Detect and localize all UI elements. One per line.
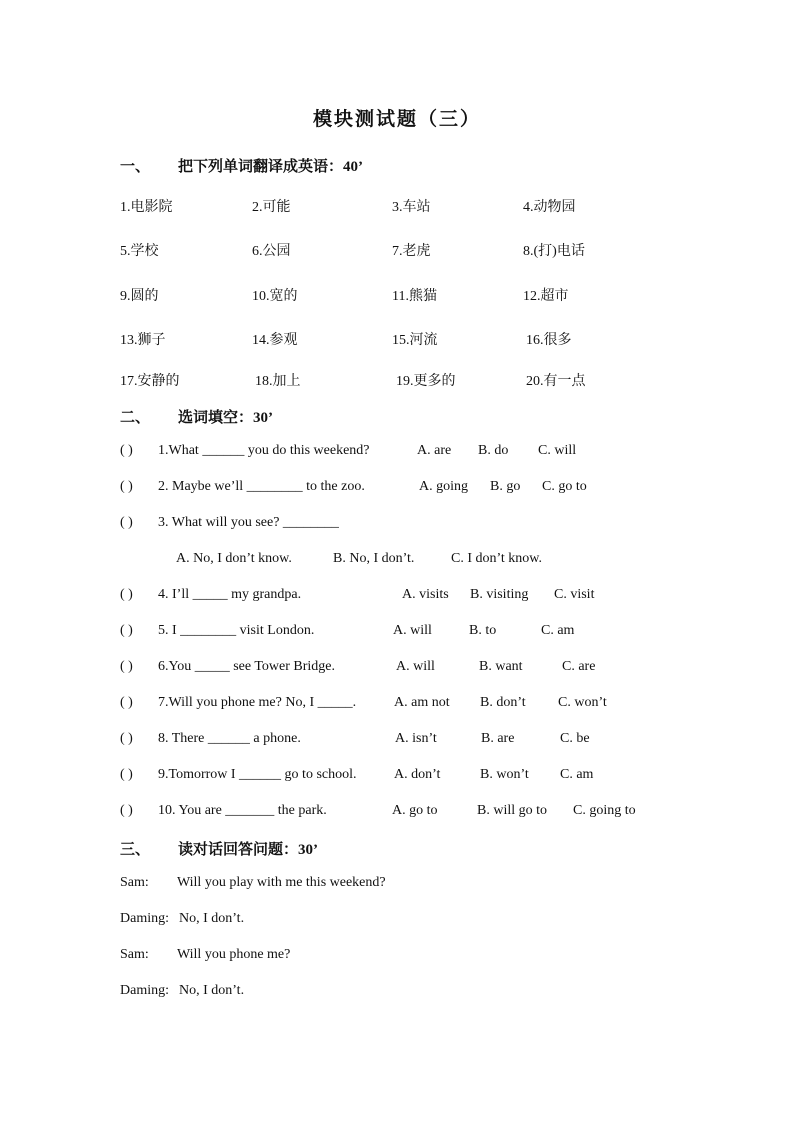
question-stem: 6.You _____ see Tower Bridge.: [158, 659, 335, 674]
utterance: No, I don’t.: [179, 911, 245, 926]
section-number: 二、: [120, 410, 151, 426]
option-b: B. will go to: [477, 803, 548, 818]
option-b: B. want: [479, 659, 523, 674]
option-a: A. isn’t: [395, 731, 437, 746]
answer-blank[interactable]: ( ): [120, 479, 133, 494]
page-title: 模块测试题（三）: [312, 109, 481, 130]
option-c: C. am: [541, 623, 575, 638]
option-c: C. will: [538, 443, 577, 458]
utterance: Will you play with me this weekend?: [177, 875, 386, 890]
vocab-item: 15.河流: [392, 333, 438, 348]
vocab-item: 12.超市: [523, 289, 569, 304]
question-stem: 8. There ______ a phone.: [158, 731, 301, 746]
option-a: A. go to: [392, 803, 438, 818]
vocab-item: 7.老虎: [392, 244, 431, 259]
answer-blank[interactable]: ( ): [120, 731, 133, 746]
question-stem: 4. I’ll _____ my grandpa.: [158, 587, 302, 602]
vocab-item: 16.很多: [526, 333, 572, 348]
option-a: A. am not: [394, 695, 450, 710]
vocab-item: 13.狮子: [120, 333, 166, 348]
option-a: A. visits: [402, 587, 449, 602]
section-number: 一、: [120, 159, 151, 175]
option-c: C. am: [560, 767, 594, 782]
section-3-heading: [120, 838, 318, 859]
question-stem: 3. What will you see? ________: [158, 515, 339, 530]
section-2-heading: [120, 406, 273, 427]
question-stem: 10. You are _______ the park.: [158, 803, 327, 818]
option-a: A. going: [419, 479, 468, 494]
option-c: C. be: [560, 731, 590, 746]
vocab-item: 14.参观: [252, 333, 298, 348]
vocab-item: 5.学校: [120, 244, 159, 259]
answer-blank[interactable]: ( ): [120, 623, 133, 638]
question-stem: 5. I ________ visit London.: [158, 623, 315, 638]
utterance: No, I don’t.: [179, 983, 245, 998]
answer-blank[interactable]: ( ): [120, 515, 133, 530]
speaker: Sam:: [120, 947, 149, 962]
option-c: C. won’t: [558, 695, 607, 710]
question-stem: 9.Tomorrow I ______ go to school.: [158, 767, 357, 782]
vocab-item: 9.圆的: [120, 289, 159, 304]
speaker: Sam:: [120, 875, 149, 890]
option-a: A. don’t: [394, 767, 441, 782]
question-stem: 2. Maybe we’ll ________ to the zoo.: [158, 479, 365, 494]
question-stem: 7.Will you phone me? No, I _____.: [158, 695, 357, 710]
utterance: Will you phone me?: [177, 947, 291, 962]
section-1-heading: [120, 155, 363, 176]
option-b: B. are: [481, 731, 515, 746]
vocab-item: 6.公园: [252, 244, 291, 259]
speaker: Daming:: [120, 911, 169, 926]
section-title: 读对话回答问题：30’: [178, 842, 318, 858]
option-c: C. going to: [573, 803, 636, 818]
answer-blank[interactable]: ( ): [120, 587, 133, 602]
answer-blank[interactable]: ( ): [120, 767, 133, 782]
answer-blank[interactable]: ( ): [120, 443, 133, 458]
option-b: B. won’t: [480, 767, 529, 782]
vocab-item: 2.可能: [252, 200, 291, 215]
section-title: 选词填空：30’: [178, 410, 273, 426]
vocab-item: 11.熊猫: [392, 289, 437, 304]
vocab-item: 19.更多的: [396, 374, 456, 389]
vocab-item: 18.加上: [255, 374, 301, 389]
option-b: B. do: [478, 443, 509, 458]
section-number: 三、: [120, 842, 151, 858]
vocab-item: 10.宽的: [252, 289, 298, 304]
vocab-item: 17.安静的: [120, 374, 180, 389]
option-c: C. go to: [542, 479, 587, 494]
question-stem: 1.What ______ you do this weekend?: [158, 443, 370, 458]
option-a: A. will: [396, 659, 435, 674]
answer-blank[interactable]: ( ): [120, 695, 133, 710]
answer-blank[interactable]: ( ): [120, 803, 133, 818]
option-a: A. No, I don’t know.: [176, 551, 292, 566]
speaker: Daming:: [120, 983, 169, 998]
option-c: C. are: [562, 659, 596, 674]
option-b: B. go: [490, 479, 521, 494]
option-a: A. are: [417, 443, 452, 458]
option-c: C. visit: [554, 587, 595, 602]
option-b: B. don’t: [480, 695, 526, 710]
option-c: C. I don’t know.: [451, 551, 542, 566]
option-b: B. No, I don’t.: [333, 551, 415, 566]
vocab-item: 1.电影院: [120, 200, 173, 215]
vocab-item: 4.动物园: [523, 200, 576, 215]
answer-blank[interactable]: ( ): [120, 659, 133, 674]
vocab-item: 3.车站: [392, 200, 431, 215]
vocab-item: 20.有一点: [526, 374, 586, 389]
option-b: B. visiting: [470, 587, 529, 602]
option-a: A. will: [393, 623, 432, 638]
vocab-item: 8.(打)电话: [523, 244, 585, 259]
section-title: 把下列单词翻译成英语：40’: [178, 159, 363, 175]
option-b: B. to: [469, 623, 497, 638]
